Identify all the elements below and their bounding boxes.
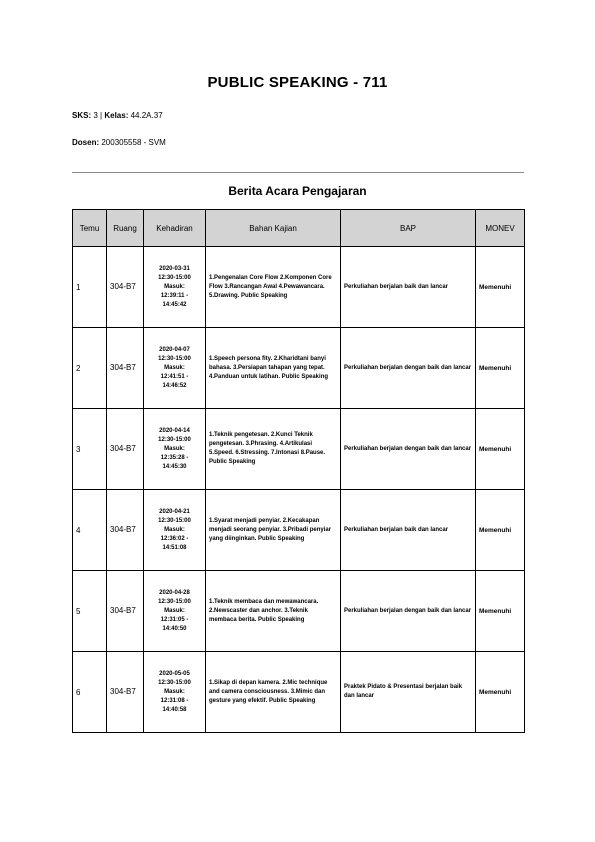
kehadiran-line: Masuk: [164, 283, 185, 290]
kelas-value: 44.2A.37 [130, 111, 163, 120]
table-row [73, 652, 525, 733]
kehadiran-line: Masuk: [164, 607, 185, 614]
cell-temu: 4 [73, 490, 107, 571]
cell-temu: 2 [73, 328, 107, 409]
col-header-ruang: Ruang [107, 210, 144, 247]
cell-temu: 5 [73, 571, 107, 652]
bap-table [72, 209, 525, 733]
col-header-bahan-kajian: Bahan Kajian [206, 210, 341, 247]
kehadiran-line: 12:30-15:00 [158, 598, 191, 605]
header-divider [72, 172, 524, 173]
cell-kehadiran [144, 652, 206, 733]
col-header-bap: BAP [341, 210, 476, 247]
section-title: Berita Acara Pengajaran [228, 184, 367, 198]
cell-ruang: 304-B7 [107, 490, 144, 571]
kehadiran-line: 12:39:11 - [160, 292, 189, 299]
cell-monev: Memenuhi [476, 328, 525, 409]
cell-ruang: 304-B7 [107, 571, 144, 652]
cell-kehadiran [144, 571, 206, 652]
kehadiran-line: 2020-04-21 [159, 508, 190, 515]
info-separator: | [100, 111, 103, 120]
table-header-row [73, 210, 525, 247]
table-row [73, 571, 525, 652]
cell-ruang: 304-B7 [107, 247, 144, 328]
cell-bap: Perkuliahan berjalan dengan baik dan lancar [341, 571, 476, 652]
kehadiran-line: 14:40:50 [162, 625, 187, 632]
col-header-monev: MONEV [476, 210, 525, 247]
kehadiran-line: Masuk: [164, 526, 185, 533]
sks-value: 3 [93, 111, 98, 120]
kehadiran-line: 12:31:05 - [160, 616, 189, 623]
cell-ruang: 304-B7 [107, 409, 144, 490]
page-title: PUBLIC SPEAKING - 711 [207, 74, 388, 91]
kehadiran-line: 12:36:02 - [160, 535, 189, 542]
kehadiran-line: 14:46:52 [162, 382, 187, 389]
kehadiran-line: 12:30-15:00 [158, 436, 191, 443]
kehadiran-line: Masuk: [164, 688, 185, 695]
cell-bap: Praktek Pidato & Presentasi berjalan baik dan lancar [341, 652, 476, 733]
cell-kehadiran [144, 247, 206, 328]
kehadiran-line: 2020-04-14 [159, 427, 190, 434]
kehadiran-line: 2020-04-28 [159, 589, 190, 596]
cell-bahan-kajian: 1.Pengenalan Core Flow 2.Komponen Core Flow 3.Rancangan Awal 4.Pewawancara. 5.Drawing. Public Speaking [206, 247, 341, 328]
kehadiran-line: 12:35:28 - [160, 454, 189, 461]
col-header-temu: Temu [73, 210, 107, 247]
cell-temu: 1 [73, 247, 107, 328]
cell-bahan-kajian: 1.Teknik pengetesan. 2.Kunci Teknik pengetesan. 3.Phrasing. 4.Artikulasi 5.Speed. 6.Stressing. 7.Intonasi 8.Pause. Public Speaking [206, 409, 341, 490]
cell-monev: Memenuhi [476, 490, 525, 571]
cell-temu: 6 [73, 652, 107, 733]
table-row [73, 409, 525, 490]
kehadiran-line: 14:45:42 [162, 301, 187, 308]
lecturer-info [72, 138, 166, 147]
kehadiran-line: 12:30-15:00 [158, 355, 191, 362]
cell-kehadiran [144, 328, 206, 409]
cell-monev: Memenuhi [476, 571, 525, 652]
cell-kehadiran [144, 409, 206, 490]
col-header-kehadiran: Kehadiran [144, 210, 206, 247]
kehadiran-line: Masuk: [164, 445, 185, 452]
cell-bap: Perkuliahan berjalan baik dan lancar [341, 490, 476, 571]
kehadiran-line: 2020-05-05 [159, 670, 190, 677]
cell-bap: Perkuliahan berjalan dengan baik dan lancar [341, 328, 476, 409]
cell-ruang: 304-B7 [107, 652, 144, 733]
cell-bahan-kajian: 1.Teknik membaca dan mewawancara. 2.Newscaster dan anchor. 3.Teknik membaca berita. Public Speaking [206, 571, 341, 652]
kehadiran-line: 14:40:58 [162, 706, 187, 713]
kehadiran-line: 14:45:30 [162, 463, 187, 470]
table-row [73, 490, 525, 571]
cell-monev: Memenuhi [476, 409, 525, 490]
table-row [73, 247, 525, 328]
kehadiran-line: 12:30-15:00 [158, 274, 191, 281]
kelas-label: Kelas: [104, 111, 129, 120]
cell-bahan-kajian: 1.Sikap di depan kamera. 2.Mic technique and camera consciousness. 3.Mimic dan gesture yang efektif. Public Speaking [206, 652, 341, 733]
kehadiran-line: 12:31:08 - [160, 697, 189, 704]
cell-monev: Memenuhi [476, 247, 525, 328]
sks-label: SKS: [72, 111, 92, 120]
kehadiran-line: 12:30-15:00 [158, 517, 191, 524]
kehadiran-line: 14:51:08 [162, 544, 187, 551]
kehadiran-line: 12:30-15:00 [158, 679, 191, 686]
dosen-value: 200305558 - SVM [101, 138, 166, 147]
kehadiran-line: 2020-03-31 [159, 265, 190, 272]
cell-ruang: 304-B7 [107, 328, 144, 409]
course-info [72, 111, 163, 120]
cell-bap: Perkuliahan berjalan dengan baik dan lancar [341, 409, 476, 490]
cell-bahan-kajian: 1.Speech persona fity. 2.Kharidtani banyi bahasa. 3.Persiapan tahapan yang tepat. 4.Panduan untuk latihan. Public Speaking [206, 328, 341, 409]
cell-bahan-kajian: 1.Syarat menjadi penyiar. 2.Kecakapan menjadi seorang penyiar. 3.Pribadi penyiar yang diinginkan. Public Speaking [206, 490, 341, 571]
kehadiran-line: Masuk: [164, 364, 185, 371]
table-row [73, 328, 525, 409]
dosen-label: Dosen: [72, 138, 100, 147]
cell-monev: Memenuhi [476, 652, 525, 733]
cell-kehadiran [144, 490, 206, 571]
kehadiran-line: 12:41:51 - [160, 373, 189, 380]
kehadiran-line: 2020-04-07 [159, 346, 190, 353]
cell-temu: 3 [73, 409, 107, 490]
cell-bap: Perkuliahan berjalan baik dan lancar [341, 247, 476, 328]
